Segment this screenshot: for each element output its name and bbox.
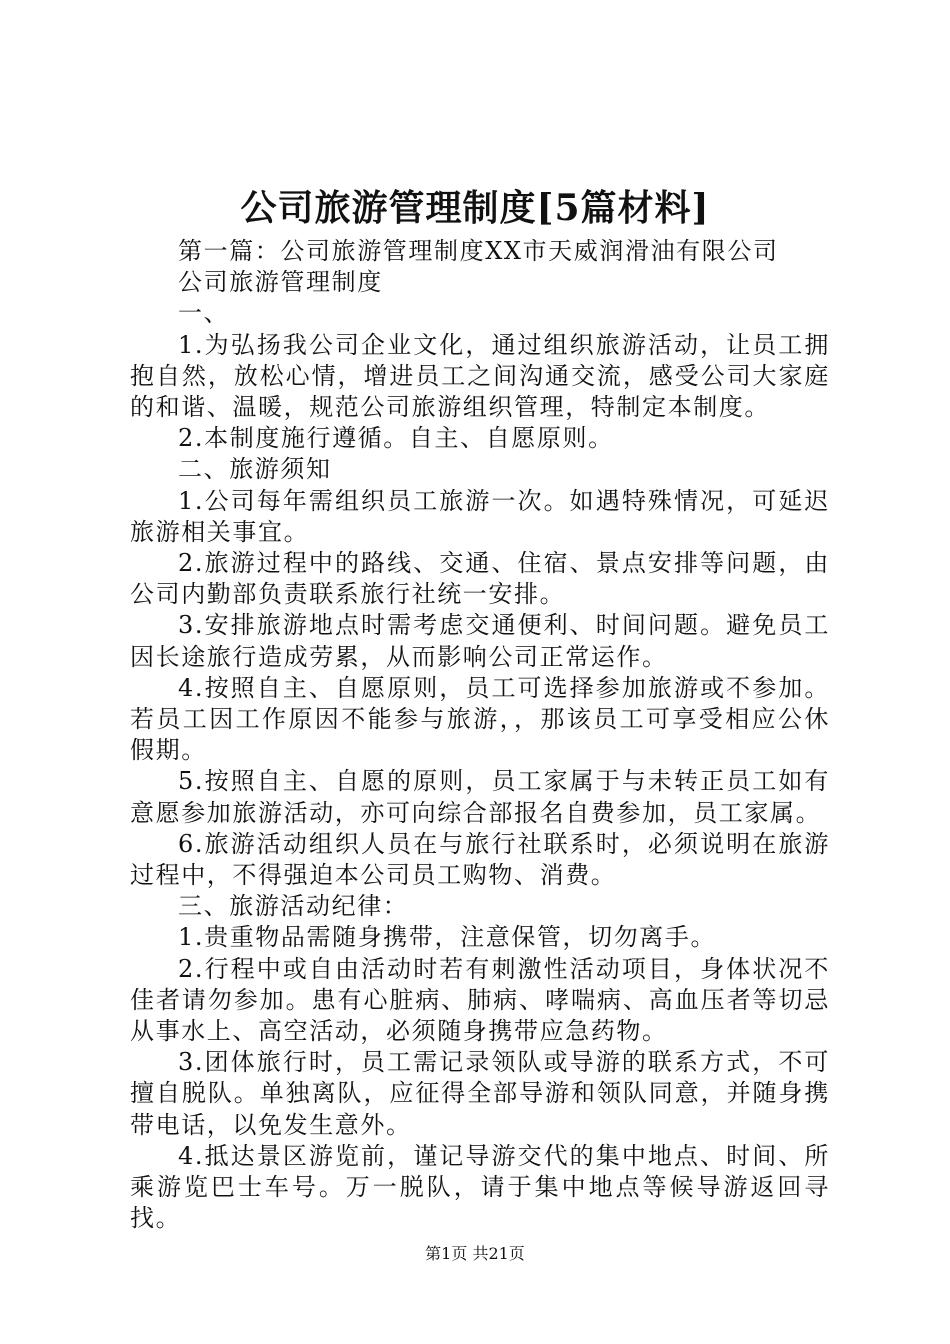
paragraph: 1.公司每年需组织员工旅游一次。如遇特殊情况，可延迟旅游相关事宜。 — [130, 486, 830, 546]
paragraph: 4.抵达景区游览前，谨记导游交代的集中地点、时间、所乘游览巴士车号。万一脱队，请于集中地点等候导游返回寻找。 — [130, 1141, 830, 1233]
section-heading: 三、旅游活动纪律： — [178, 892, 409, 921]
paragraph: 5.按照自主、自愿的原则，员工家属于与未转正员工如有意愿参加旅游活动，亦可向综合部报名自费参加，员工家属。 — [130, 767, 830, 827]
paragraph: 1.贵重物品需随身携带，注意保管，切勿离手。 — [178, 923, 717, 952]
page-footer: 第1页 共21页 — [425, 1244, 525, 1263]
paragraph: 2.行程中或自由活动时若有刺激性活动项目，身体状况不佳者请勿参加。患有心脏病、肺病、哮喘病、高血压者等切忌从事水上、高空活动，必须随身携带应急药物。 — [130, 954, 830, 1046]
paragraph: 3.安排旅游地点时需考虑交通便利、时间问题。避免员工因长途旅行造成劳累，从而影响公司正常运作。 — [130, 611, 830, 671]
section-heading: 二、旅游须知 — [178, 455, 332, 484]
document-title: 公司旅游管理制度[5篇材料] — [240, 187, 710, 229]
paragraph: 4.按照自主、自愿原则，员工可选择参加旅游或不参加。若员工因工作原因不能参与旅游，，那该员工可享受相应公休假期。 — [130, 673, 830, 765]
paragraph: 6.旅游活动组织人员在与旅行社联系时，必须说明在旅游过程中，不得强迫本公司员工购物、消费。 — [130, 829, 830, 890]
document-body — [130, 236, 830, 1235]
paragraph: 2.本制度施行遵循。自主、自愿原则。 — [178, 424, 614, 453]
paragraph: 公司旅游管理制度 — [178, 268, 383, 297]
paragraph: 第一篇：公司旅游管理制度XX市天威润滑油有限公司 — [178, 237, 779, 265]
paragraph: 一、 — [178, 299, 230, 328]
paragraph: 1.为弘扬我公司企业文化，通过组织旅游活动，让员工拥抱自然，放松心情，增进员工之间沟通交流，感受公司大家庭的和谐、温暖，规范公司旅游组织管理，特制定本制度。 — [130, 330, 830, 422]
paragraph: 3.团体旅行时，员工需记录领队或导游的联系方式，不可擅自脱队。单独离队，应征得全部导游和领队同意，并随身携带电话，以免发生意外。 — [130, 1048, 830, 1139]
paragraph: 2.旅游过程中的路线、交通、住宿、景点安排等问题，由公司内勤部负责联系旅行社统一安排。 — [130, 549, 830, 609]
